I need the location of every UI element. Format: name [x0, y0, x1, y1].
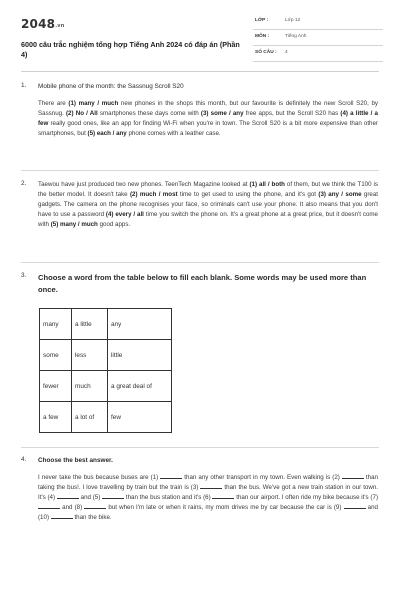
- passage-text: and (5): [78, 494, 103, 501]
- answer-choice[interactable]: (3) some / any: [200, 110, 244, 117]
- passage-text: phone comes with a leather case.: [126, 130, 221, 137]
- answer-choice[interactable]: (1) all / both: [249, 181, 285, 188]
- answer-choice[interactable]: (1) many / much: [68, 100, 119, 107]
- answer-blank[interactable]: [84, 503, 106, 509]
- question-number: 2.: [21, 180, 27, 187]
- word-cell: little: [108, 340, 172, 371]
- passage-text: but when I'm late or when it rains, my mom drives me by car because the car is (9): [106, 504, 344, 511]
- question-2: [21, 180, 381, 252]
- passage-text: than taking the bus!. I love travelling by train but the train is (3): [38, 474, 378, 491]
- passage-text: Taewou have just produced two new phones. TeenTech Magazine looked at: [38, 181, 250, 188]
- word-table: [39, 308, 172, 433]
- passage-text: than our airport. I often ride my bike because it's (7): [234, 494, 378, 501]
- passage-text: time you switch the phone on. It's a great phone at a great price, but it doesn't come with: [38, 211, 378, 228]
- passage-text: really good ones, like an app for finding Wi-Fi when you're in town. The Scroll S20 is a bit more expensive than other smartphones, but: [38, 120, 378, 137]
- meta-key: SỐ CÂU :: [255, 50, 277, 55]
- answer-blank[interactable]: [51, 513, 73, 519]
- passage-text: smartphones these days come with: [97, 110, 201, 117]
- word-cell: a lot of: [72, 402, 108, 433]
- answer-choice[interactable]: (5) each / any: [87, 130, 127, 137]
- question-number: 1.: [21, 82, 27, 89]
- question-3: [21, 272, 381, 302]
- word-cell: fewer: [40, 371, 72, 402]
- answer-blank[interactable]: [102, 493, 124, 499]
- question-title: Choose a word from the table below to fill each blank. Some words may be used more than once.: [38, 273, 367, 294]
- answer-choice[interactable]: (4) every / all: [105, 211, 144, 218]
- word-cell: a great deal of: [108, 371, 172, 402]
- passage-text: time to get used to using the phone, and it's got: [177, 191, 319, 198]
- word-cell: many: [40, 309, 72, 340]
- passage-text: than the bus. We've got a new train station in our town. It's (4): [38, 484, 378, 501]
- question-body: [38, 456, 378, 523]
- question-number: 3.: [21, 272, 27, 279]
- meta-value: 4: [285, 50, 288, 55]
- answer-choice[interactable]: (5) many / much: [50, 221, 98, 228]
- passage-text: than the bike.: [72, 514, 112, 521]
- word-cell: any: [108, 309, 172, 340]
- meta-table: [253, 14, 383, 62]
- answer-blank[interactable]: [212, 493, 234, 499]
- answer-blank[interactable]: [344, 503, 366, 509]
- word-table-row: [40, 402, 172, 433]
- word-table-row: [40, 371, 172, 402]
- question-4: [21, 456, 381, 556]
- passage-text: and (10): [38, 504, 378, 521]
- question-passage: [38, 180, 378, 230]
- answer-blank[interactable]: [160, 473, 182, 479]
- document-header: [21, 14, 383, 70]
- header-divider: [21, 71, 379, 72]
- answer-blank[interactable]: [57, 493, 79, 499]
- passage-text: of them, but we think the T100 is the better model. It doesn't take: [38, 181, 379, 198]
- question-title: Choose the best answer.: [38, 457, 113, 464]
- answer-blank[interactable]: [342, 473, 364, 479]
- meta-row-count: [253, 46, 383, 62]
- word-cell: less: [72, 340, 108, 371]
- question-passage: [38, 473, 378, 523]
- passage-text: free apps, but the Scroll S20 has: [243, 110, 341, 117]
- passage-text: great gadgets. The camera on the phone recognises your face, so criminals can't use your phone. It also means that you don't have to use a password: [38, 191, 378, 218]
- answer-choice[interactable]: (4) a little / a few: [38, 110, 378, 127]
- answer-blank[interactable]: [200, 483, 222, 489]
- word-cell: few: [108, 402, 172, 433]
- question-1: [21, 82, 381, 162]
- question-title: Mobile phone of the month: the Sassnug Scroll S20: [38, 83, 184, 90]
- word-cell: a little: [72, 309, 108, 340]
- word-cell: much: [72, 371, 108, 402]
- section-divider: [21, 447, 379, 448]
- word-table-row: [40, 309, 172, 340]
- logo-domain: .vn: [55, 23, 65, 29]
- answer-choice[interactable]: (3) any / some: [318, 191, 362, 198]
- section-divider: [21, 170, 379, 171]
- question-passage: [38, 99, 378, 139]
- passage-text: and (8): [60, 504, 85, 511]
- answer-blank[interactable]: [38, 503, 60, 509]
- passage-text: I never take the bus because buses are (1): [38, 474, 161, 481]
- question-body: [38, 272, 378, 296]
- word-table-row: [40, 340, 172, 371]
- site-logo[interactable]: [21, 17, 65, 31]
- logo-text: 2048: [21, 17, 56, 31]
- passage-text: than the bus station and it's (6): [124, 494, 213, 501]
- passage-text: than any other transport in my town. Even walking is (2): [182, 474, 342, 481]
- question-body: [38, 82, 378, 139]
- meta-row-subject: [253, 30, 383, 46]
- section-divider: [21, 262, 379, 263]
- passage-text: good apps.: [97, 221, 131, 228]
- meta-value: Lớp 12: [285, 18, 301, 23]
- meta-key: MÔN :: [255, 34, 270, 39]
- answer-choice[interactable]: (2) much / most: [129, 191, 178, 198]
- document-title: 6000 câu trắc nghiệm tổng hợp Tiếng Anh 2024 có đáp án (Phần 4): [21, 40, 240, 59]
- word-cell: a few: [40, 402, 72, 433]
- answer-choice[interactable]: (2) No / All: [65, 110, 98, 117]
- question-number: 4.: [21, 456, 27, 463]
- passage-text: There are: [38, 100, 69, 107]
- word-cell: some: [40, 340, 72, 371]
- meta-row-class: [253, 14, 383, 30]
- question-body: [38, 180, 378, 230]
- passage-text: new phones in the shops this month, but our favourite is definitely the new Scroll S20, by Sassnug.: [38, 100, 379, 117]
- meta-key: LỚP :: [255, 18, 269, 23]
- meta-value: Tiếng Anh: [285, 34, 307, 39]
